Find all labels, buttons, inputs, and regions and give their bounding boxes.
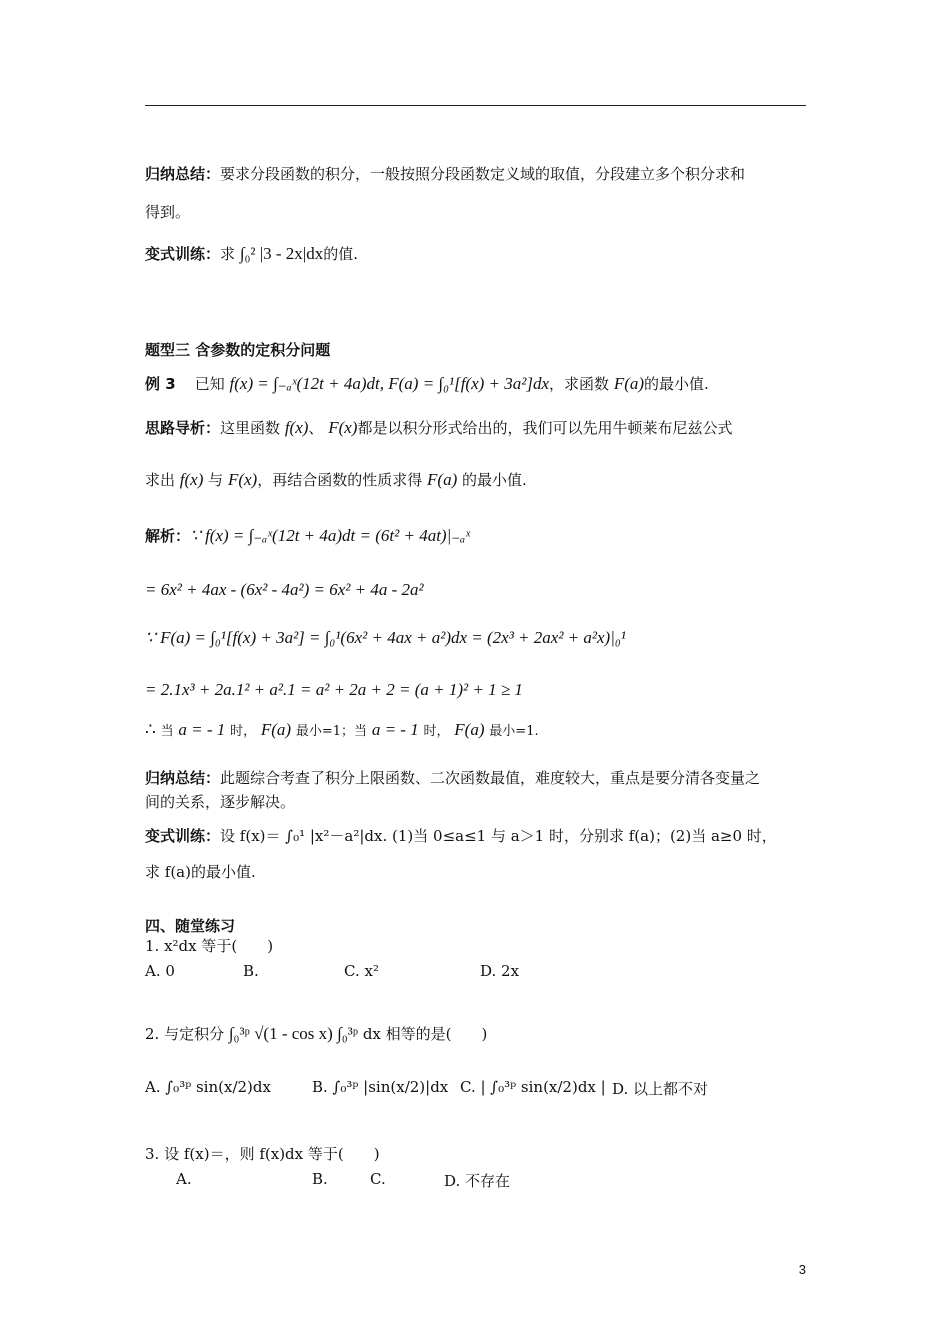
q2-stem [145, 1024, 487, 1044]
q1-stem: 1. x²dx 等于( ) [145, 937, 274, 955]
page-number: 3 [798, 1262, 806, 1277]
example3-mid: ，求函数 [549, 375, 610, 393]
q2-option-b: B. ∫₀³ᵖ |sin(x/2)|dx [312, 1078, 449, 1096]
variant2-text2: 求 f(a)的最小值. [145, 863, 256, 881]
summary2-line1 [145, 768, 760, 788]
example3-Fa: F(a) [613, 374, 645, 393]
header-rule [145, 105, 806, 106]
solution-eq2: = 6x² + 4ax - (6x² - 4a²) = 6x² + 4a - 2a² [145, 580, 424, 599]
solution-cond2: a = - 1 [371, 720, 419, 739]
idea-t1: 这里函数 [220, 419, 281, 437]
summary2-text1: 此题综合考查了积分上限函数、二次函数最值，难度较大，重点是要分清各变量之 [220, 769, 761, 787]
idea-t3: 求出 [145, 471, 176, 489]
summary2-text2: 间的关系，逐步解决。 [145, 793, 296, 811]
q2-stem-pre: 2. 与定积分 [145, 1025, 225, 1043]
solution-when: 当 [160, 724, 174, 739]
solution-Fa: F(a) [260, 720, 292, 739]
solution-time: 时， [230, 724, 257, 739]
q2-option-c: C. | ∫₀³ᵖ sin(x/2)dx | [460, 1078, 606, 1096]
idea-Fx-2: F(x) [227, 470, 258, 489]
solution-eq1: ∵ f(x) = ∫₋ₐˣ(12t + 4a)dt = (6t² + 4at)|₋ₐˣ [190, 526, 471, 545]
example3-given: 已知 [194, 375, 225, 393]
q3-option-b: B. [312, 1170, 328, 1188]
q1-option-d: D. 2x [480, 962, 520, 980]
q2-option-a: A. ∫₀³ᵖ sin(x/2)dx [145, 1078, 271, 1096]
summary1-text2: 得到。 [145, 203, 191, 221]
q1-option-a: A. 0 [145, 962, 175, 980]
idea-fx-2: f(x) [179, 470, 204, 489]
therefore-symbol: ∴ [145, 720, 156, 739]
example3-label: 例 3 [145, 375, 176, 393]
solution-eq3: ∵ F(a) = ∫₀¹[f(x) + 3a²] = ∫₀¹(6x² + 4ax + a²)dx = (2x³ + 2ax² + a²x)|₀¹ [145, 628, 626, 647]
solution-cond: a = - 1 [178, 720, 226, 739]
variant1-suffix: 的值. [323, 245, 358, 263]
example3-end: 的最小值. [644, 375, 709, 393]
example3-expr: f(x) = ∫₋ₐˣ(12t + 4a)dt, F(a) = ∫₀¹[f(x) + 3a²]dx [229, 374, 550, 393]
q2-stem-expr: ∫₀³ᵖ √(1 - cos x) ∫₀³ᵖ [228, 1024, 359, 1043]
section4-title: 四、随堂练习 [145, 917, 236, 935]
solution-line5 [145, 720, 539, 742]
solution-min: 最小=1；当 [295, 724, 368, 739]
idea-label: 思路导析： [145, 419, 221, 437]
q3-option-d: D. 不存在 [444, 1172, 511, 1190]
solution-Fa-2: F(a) [454, 720, 485, 739]
variant1-label: 变式训练： [145, 245, 221, 263]
idea-t2: 都是以积分形式给出的，我们可以先用牛顿莱布尼兹公式 [357, 419, 733, 437]
idea-fx: f(x) [284, 418, 309, 437]
solution-line1 [145, 526, 470, 546]
variant2-line1 [145, 826, 777, 846]
idea-Fa: F(a) [427, 470, 458, 489]
q3-option-c: C. [370, 1170, 386, 1188]
q1-option-c: C. x² [344, 962, 379, 980]
example3-line [145, 374, 709, 394]
solution-label: 解析： [145, 527, 191, 545]
idea-Fx: F(x) [328, 418, 358, 437]
variant2-label: 变式训练： [145, 827, 221, 845]
idea-t4: ，再结合函数的性质求得 [257, 471, 423, 489]
variant1-expr: ∫₀² |3 - 2x|dx [239, 244, 324, 263]
solution-eq4: = 2.1x³ + 2a.1² + a².1 = a² + 2a + 2 = (a + 1)² + 1 ≥ 1 [145, 680, 523, 699]
summary2-label: 归纳总结： [145, 769, 221, 787]
variant1-line [145, 244, 358, 264]
variant2-text1: 设 f(x)＝ ∫₀¹ |x²－a²|dx. (1)当 0≤a≤1 与 a＞1 时，分别求 f(a)；(2)当 a≥0 时， [220, 827, 777, 845]
idea-line2 [145, 470, 527, 490]
idea-and: 与 [208, 471, 224, 489]
q1-option-b: B. [243, 962, 259, 980]
q3-stem: 3. 设 f(x)＝，则 f(x)dx 等于( ) [145, 1145, 380, 1163]
summary1-label: 归纳总结： [145, 165, 221, 183]
q2-stem-post: dx 相等的是( ) [362, 1025, 488, 1043]
idea-line1 [145, 418, 732, 438]
solution-min2: 最小=1. [489, 724, 539, 739]
summary1-line1 [145, 164, 745, 184]
idea-sep: 、 [308, 419, 324, 437]
q2-option-d: D. 以上都不对 [612, 1080, 709, 1098]
q3-option-a: A. [176, 1170, 192, 1188]
solution-time2: 时， [423, 724, 450, 739]
summary1-text1: 要求分段函数的积分，一般按照分段函数定义域的取值，分段建立多个积分求和 [220, 165, 746, 183]
section3-title: 题型三 含参数的定积分问题 [145, 341, 331, 359]
variant1-prefix: 求 [220, 245, 236, 263]
idea-t5: 的最小值. [462, 471, 527, 489]
